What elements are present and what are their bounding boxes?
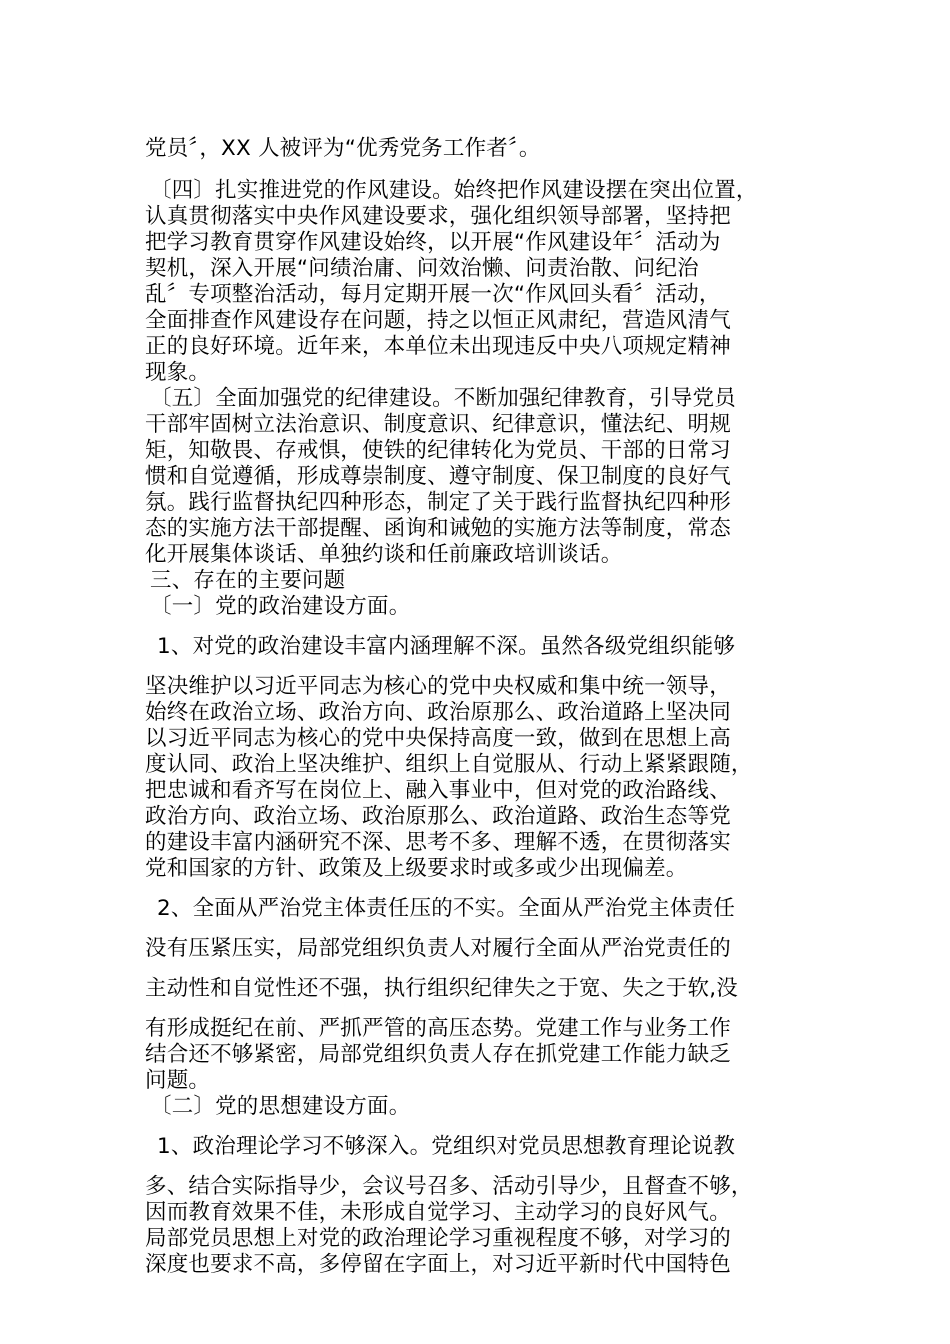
text-line: 问题。 [145,1068,211,1093]
text-line: 的建设丰富内涵研究不深、思考不多、理解不透，在贯彻落实 [145,830,731,855]
text-line: 有形成挺纪在前、严抓严管的高压态势。党建工作与业务工作 [145,1016,731,1041]
text-line: 结合还不够紧密，局部党组织负责人存在抓党建工作能力缺乏 [145,1042,731,1067]
text-line: 局部党员思想上对党的政治理论学习重视程度不够，对学习的 [145,1226,731,1251]
text-line: 把学习教育贯穿作风建设始终，以开展“作风建设年〞活动为 [145,230,721,255]
text-line: 契机，深入开展“问绩治庸、问效治懒、问责治散、问纪治 [145,256,699,281]
section-heading-five: 〔五〕全面加强党的纪律建设。不断加强纪律教育，引导党员 [150,386,736,411]
text-line: 矩，知敬畏、存戒惧，使铁的纪律转化为党员、干部的日常习 [145,438,731,463]
text-line: 乱〞专项整治活动，每月定期开展一次“作风回头看〞活动， [145,282,721,307]
text-line: 主动性和自觉性还不强，执行组织纪律失之于宽、失之于软,没 [145,976,738,1001]
chapter-heading-three: 三、存在的主要问题 [150,568,346,593]
text-line: 化开展集体谈话、单独约谈和任前廉政培训谈话。 [145,542,623,567]
text-line: 把忠诚和看齐写在岗位上、融入事业中，但对党的政治路线、 [145,778,731,803]
text-line: 党和国家的方针、政策及上级要求时或多或少出现偏差。 [145,856,688,881]
text-line: 氛。践行监督执纪四种形态，制定了关于践行监督执纪四种形 [145,490,731,515]
text-line: 坚决维护以习近平同志为核心的党中央权威和集中统一领导， [145,674,731,699]
point-heading: 1、政治理论学习不够深入。党组织对党员思想教育理论说教 [157,1134,736,1159]
text-line: 党员〞，XX 人被评为“优秀党务工作者〞。 [145,136,541,161]
text-line: 惯和自觉遵循，形成尊崇制度、遵守制度、保卫制度的良好气 [145,464,731,489]
text-line: 干部牢固树立法治意识、制度意识、纪律意识，懂法纪、明规 [145,412,731,437]
text-line: 没有压紧压实，局部党组织负责人对履行全面从严治党责任的 [145,936,731,961]
text-line: 度认同、政治上坚决维护、组织上自觉服从、行动上紧紧跟随， [145,752,753,777]
text-line: 以习近平同志为核心的党中央保持高度一致，做到在思想上高 [145,726,731,751]
text-line: 态的实施方法干部提醒、函询和诫勉的实施方法等制度，常态 [145,516,731,541]
section-heading-four: 〔四〕扎实推进党的作风建设。始终把作风建设摆在突出位置， [150,178,758,203]
subsection-heading-one: 〔一〕党的政治建设方面。 [150,594,411,619]
point-heading: 2、全面从严治党主体责任压的不实。全面从严治党主体责任 [157,896,736,921]
text-line: 多、结合实际指导少，会议号召多、活动引导少，且督查不够， [145,1174,753,1199]
point-heading: 1、对党的政治建设丰富内涵理解不深。虽然各级党组织能够 [157,634,736,659]
text-line: 全面排查作风建设存在问题，持之以恒正风肃纪，营造风清气 [145,308,731,333]
text-line: 因而教育效果不佳，未形成自觉学习、主动学习的良好风气。 [145,1200,731,1225]
text-line: 深度也要求不高，多停留在字面上，对习近平新时代中国特色 [145,1252,731,1277]
text-line: 正的良好环境。近年来，本单位未出现违反中央八项规定精神 [145,334,731,359]
text-line: 始终在政治立场、政治方向、政治原那么、政治道路上坚决同 [145,700,731,725]
text-line: 认真贯彻落实中央作风建设要求，强化组织领导部署，坚持把 [145,204,731,229]
subsection-heading-two: 〔二〕党的思想建设方面。 [150,1094,411,1119]
text-line: 现象。 [145,360,211,385]
text-line: 政治方向、政治立场、政治原那么、政治道路、政治生态等党 [145,804,731,829]
